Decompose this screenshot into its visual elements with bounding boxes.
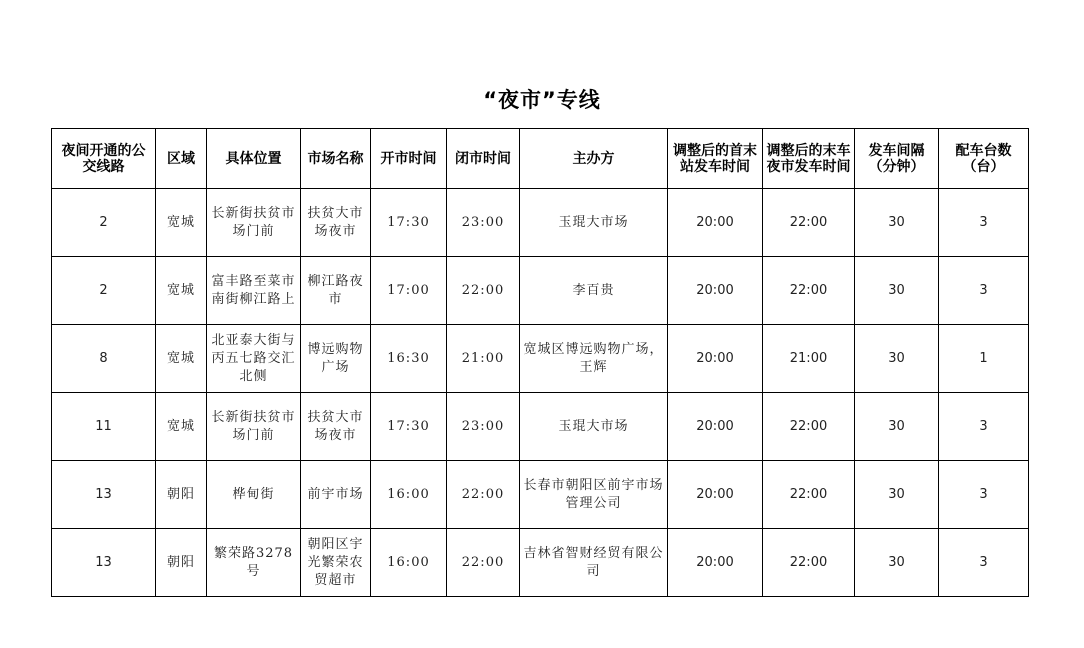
- cell-market: 博远购物广场: [301, 325, 371, 393]
- header-first-depart: 调整后的首末站发车时间: [668, 129, 763, 189]
- cell-buses: 3: [939, 393, 1029, 461]
- cell-area: 宽城: [156, 189, 207, 257]
- cell-area: 宽城: [156, 257, 207, 325]
- table-row: [52, 189, 1029, 257]
- night-market-bus-table: [51, 128, 1029, 597]
- table-row: [52, 257, 1029, 325]
- cell-market: 柳江路夜市: [301, 257, 371, 325]
- page-title: “夜市”专线: [483, 88, 601, 112]
- header-area: 区域: [156, 129, 207, 189]
- header-last-depart: 调整后的末车夜市发车时间: [763, 129, 855, 189]
- cell-close-time: 21:00: [447, 325, 520, 393]
- cell-last-depart: 22:00: [763, 529, 855, 597]
- cell-market: 扶贫大市场夜市: [301, 189, 371, 257]
- cell-open-time: 16:00: [371, 529, 447, 597]
- cell-location: 北亚泰大街与丙五七路交汇北侧: [207, 325, 301, 393]
- cell-close-time: 22:00: [447, 257, 520, 325]
- cell-first-depart: 20:00: [668, 325, 763, 393]
- cell-close-time: 22:00: [447, 529, 520, 597]
- cell-organizer: 玉琨大市场: [520, 393, 668, 461]
- cell-first-depart: 20:00: [668, 529, 763, 597]
- cell-organizer: 李百贵: [520, 257, 668, 325]
- table-row: [52, 461, 1029, 529]
- cell-interval: 30: [855, 393, 939, 461]
- cell-area: 朝阳: [156, 461, 207, 529]
- cell-close-time: 23:00: [447, 393, 520, 461]
- cell-buses: 1: [939, 325, 1029, 393]
- cell-open-time: 16:30: [371, 325, 447, 393]
- header-route: 夜间开通的公交线路: [52, 129, 156, 189]
- cell-interval: 30: [855, 257, 939, 325]
- cell-organizer: 吉林省智财经贸有限公司: [520, 529, 668, 597]
- table-row: [52, 325, 1029, 393]
- cell-last-depart: 22:00: [763, 461, 855, 529]
- table-row: [52, 529, 1029, 597]
- cell-first-depart: 20:00: [668, 461, 763, 529]
- cell-route: 11: [52, 393, 156, 461]
- cell-interval: 30: [855, 189, 939, 257]
- cell-location: 繁荣路3278号: [207, 529, 301, 597]
- header-interval: 发车间隔（分钟）: [855, 129, 939, 189]
- cell-buses: 3: [939, 189, 1029, 257]
- header-close-time: 闭市时间: [447, 129, 520, 189]
- cell-close-time: 22:00: [447, 461, 520, 529]
- cell-buses: 3: [939, 461, 1029, 529]
- cell-first-depart: 20:00: [668, 393, 763, 461]
- cell-first-depart: 20:00: [668, 257, 763, 325]
- cell-open-time: 17:30: [371, 189, 447, 257]
- cell-open-time: 17:00: [371, 257, 447, 325]
- cell-area: 宽城: [156, 325, 207, 393]
- header-organizer: 主办方: [520, 129, 668, 189]
- cell-market: 朝阳区宇光繁荣农贸超市: [301, 529, 371, 597]
- cell-route: 13: [52, 529, 156, 597]
- cell-location: 富丰路至菜市南街柳江路上: [207, 257, 301, 325]
- cell-interval: 30: [855, 529, 939, 597]
- cell-open-time: 16:00: [371, 461, 447, 529]
- cell-route: 13: [52, 461, 156, 529]
- table-header-row: [52, 129, 1029, 189]
- cell-area: 宽城: [156, 393, 207, 461]
- cell-location: 长新街扶贫市场门前: [207, 393, 301, 461]
- cell-organizer: 长春市朝阳区前宇市场管理公司: [520, 461, 668, 529]
- cell-close-time: 23:00: [447, 189, 520, 257]
- cell-buses: 3: [939, 529, 1029, 597]
- cell-first-depart: 20:00: [668, 189, 763, 257]
- cell-open-time: 17:30: [371, 393, 447, 461]
- cell-organizer: 宽城区博远购物广场，王辉: [520, 325, 668, 393]
- header-open-time: 开市时间: [371, 129, 447, 189]
- cell-organizer: 玉琨大市场: [520, 189, 668, 257]
- cell-market: 扶贫大市场夜市: [301, 393, 371, 461]
- header-buses: 配车台数（台）: [939, 129, 1029, 189]
- cell-location: 桦甸街: [207, 461, 301, 529]
- cell-route: 2: [52, 257, 156, 325]
- cell-market: 前宇市场: [301, 461, 371, 529]
- cell-area: 朝阳: [156, 529, 207, 597]
- cell-buses: 3: [939, 257, 1029, 325]
- table-row: [52, 393, 1029, 461]
- cell-location: 长新街扶贫市场门前: [207, 189, 301, 257]
- cell-last-depart: 22:00: [763, 393, 855, 461]
- cell-last-depart: 22:00: [763, 257, 855, 325]
- cell-route: 8: [52, 325, 156, 393]
- cell-interval: 30: [855, 461, 939, 529]
- cell-last-depart: 22:00: [763, 189, 855, 257]
- cell-route: 2: [52, 189, 156, 257]
- header-location: 具体位置: [207, 129, 301, 189]
- cell-last-depart: 21:00: [763, 325, 855, 393]
- cell-interval: 30: [855, 325, 939, 393]
- header-market: 市场名称: [301, 129, 371, 189]
